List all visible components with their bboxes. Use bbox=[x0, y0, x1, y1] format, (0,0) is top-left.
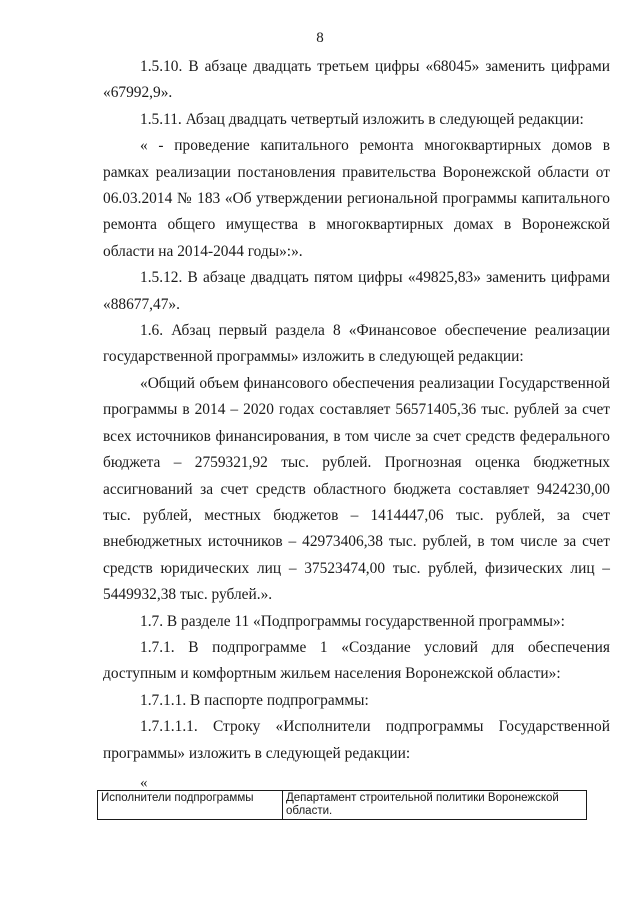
paragraph-1-5-12: 1.5.12. В абзаце двадцать пятом цифры «49825,83» заменить цифрами «88677,47». bbox=[103, 269, 610, 313]
paragraph-1-6: 1.6. Абзац первый раздела 8 «Финансовое обеспечение реализации государственной программы» изложить в следующей редакции: bbox=[103, 322, 610, 366]
paragraph-1-7: 1.7. В разделе 11 «Подпрограммы государственной программы»: bbox=[140, 612, 565, 630]
paragraph-1-5-10: 1.5.10. В абзаце двадцать третьем цифры «68045» заменить цифрами «67992,9». bbox=[103, 58, 610, 102]
page-number: 8 bbox=[316, 30, 324, 46]
opening-quote-mark: « bbox=[140, 774, 148, 791]
table-cell-value: Департамент строительной политики Воронежской области. bbox=[283, 791, 587, 820]
paragraph-1-7-1-1-1: 1.7.1.1.1. Строку «Исполнители подпрограммы Государственной программы» изложить в следующей редакции: bbox=[103, 718, 610, 762]
table-cell-label: Исполнители подпрограммы bbox=[98, 791, 283, 820]
paragraph-1-5-11: 1.5.11. Абзац двадцать четвертый изложить в следующей редакции: bbox=[140, 110, 584, 128]
paragraph-1-7-1-1: 1.7.1.1. В паспорте подпрограммы: bbox=[140, 691, 369, 709]
paragraph-quote-financing: «Общий объем финансового обеспечения реализации Государственной программы в 2014 – 2020 годах составляет 56571405,36 тыс. рублей за счет всех источников финансирования, в том числе за счет средств федерального бюджета – 2759321,92 тыс. рублей. Прогнозная оценка бюджетных ассигнований за счет средств областного бюджета составляет 9424230,00 тыс. рублей, местных бюджетов – 1414447,06 тыс. рублей, за счет внебюджетных источников – 42973406,38 тыс. рублей, в том числе за счет средств юридических лиц – 37523474,00 тыс. рублей, физических лиц –5449932,38 тыс. рублей.». bbox=[103, 374, 610, 604]
document-body bbox=[103, 54, 610, 793]
paragraph-1-7-1: 1.7.1. В подпрограмме 1 «Создание условий для обеспечения доступным и комфортным жильем населения Воронежской области»: bbox=[103, 638, 610, 683]
executors-table bbox=[97, 790, 587, 820]
table-row bbox=[98, 791, 587, 820]
paragraph-quote-capital-repair: « - проведение капитального ремонта многоквартирных домов в рамках реализации постановления правительства Воронежской области от 06.03.2014 № 183 «Об утверждении региональной программы капитального ремонта общего имущества в многоквартирных домах в Воронежской области на 2014-2044 годы»:». bbox=[103, 137, 610, 260]
